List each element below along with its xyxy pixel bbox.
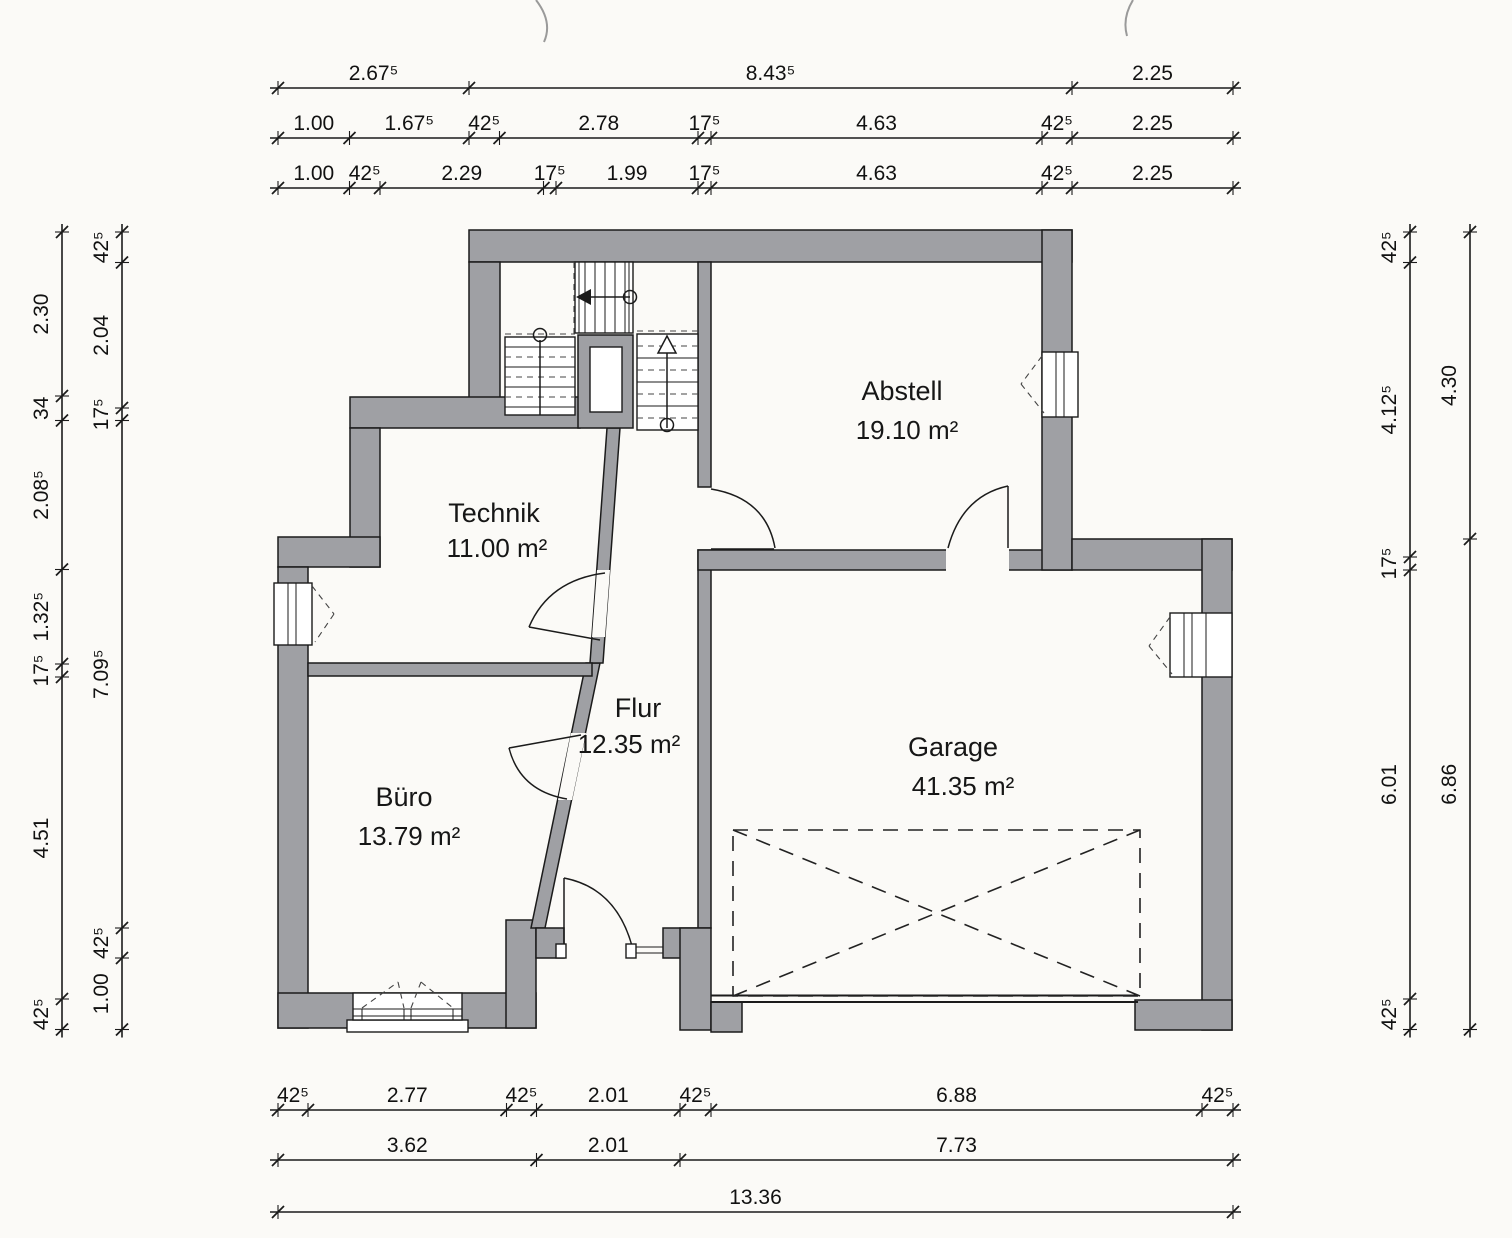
wall-top	[469, 230, 1072, 262]
dim-label: 42⁵	[505, 1084, 538, 1107]
window-garage-east	[1149, 613, 1232, 677]
wall-porch-garage	[680, 928, 711, 1030]
dim-label: 2.29	[441, 162, 483, 185]
dim-label: 4.30	[1438, 365, 1461, 406]
door-garage-opening	[946, 548, 1009, 572]
dim-label: 42⁵	[1378, 231, 1401, 264]
dim-label: 3.62	[386, 1134, 428, 1157]
dim-label: 2.25	[1132, 112, 1173, 135]
room-flur-name: Flur	[614, 693, 662, 723]
dim-label: 17⁵	[30, 654, 53, 687]
dim-label: 17⁵	[688, 112, 721, 135]
dim-label: 42⁵	[1201, 1084, 1234, 1107]
room-flur-area: 12.35 m²	[577, 729, 681, 759]
stair-core-void	[590, 347, 622, 412]
dim-label: 42⁵	[276, 1084, 310, 1107]
staircase	[505, 262, 698, 432]
room-buero-area: 13.79 m²	[357, 821, 461, 851]
dim-label: 2.77	[386, 1084, 428, 1107]
dim-label: 7.09⁵	[90, 649, 113, 700]
dim-label: 17⁵	[90, 398, 113, 431]
room-abstell-name: Abstell	[861, 376, 943, 406]
door-entrance-jamb-left	[556, 944, 566, 958]
dim-label: 2.67⁵	[348, 62, 399, 85]
dim-chain-bottom-row-3	[270, 1186, 1241, 1219]
dim-label: 1.67⁵	[384, 112, 435, 135]
dim-label: 4.12⁵	[1378, 384, 1401, 435]
dim-label: 1.99	[606, 162, 648, 185]
dim-label: 42⁵	[679, 1084, 712, 1107]
dim-chain-top-row-3	[270, 162, 1241, 195]
dim-chain-top-row-2	[270, 112, 1241, 145]
dim-chain-left-inner	[90, 224, 129, 1038]
window-technik-west	[274, 583, 334, 645]
wall-step	[278, 537, 380, 567]
walls-layer	[278, 230, 1232, 1032]
dim-label: 4.63	[856, 162, 897, 185]
wall-buero-east	[506, 920, 536, 1028]
room-technik-area: 11.00 m²	[446, 533, 548, 563]
dim-chain-top-row-1	[270, 62, 1241, 95]
dim-label: 42⁵	[348, 162, 381, 185]
dim-label: 2.08⁵	[30, 470, 53, 520]
room-technik-name: Technik	[448, 498, 540, 528]
parking-space-marking	[733, 830, 1140, 996]
window-buero-south	[347, 982, 468, 1032]
scan-artifacts	[536, 0, 1133, 42]
dim-chain-bottom-row-2	[270, 1134, 1241, 1167]
dim-label: 8.43⁵	[745, 62, 796, 85]
dim-label: 42⁵	[1040, 162, 1074, 185]
dim-label: 4.63	[856, 112, 897, 135]
dim-label: 2.78	[578, 112, 620, 135]
wall-flur-garage-divider	[698, 550, 711, 928]
door-entrance-jamb-right	[626, 944, 636, 958]
windows-layer	[274, 352, 1232, 1032]
wall-gate-pier-left	[711, 1002, 742, 1032]
door-abstell-swing	[711, 489, 775, 548]
room-labels	[358, 376, 1015, 851]
door-technik-leaf	[529, 627, 600, 640]
dim-label: 17⁵	[688, 162, 721, 185]
dim-label: 2.04	[90, 314, 113, 356]
dim-label: 42⁵	[468, 112, 501, 135]
dim-label: 2.25	[1132, 62, 1173, 85]
dim-label: 34	[30, 396, 53, 420]
door-garage-swing	[948, 486, 1008, 548]
dim-label: 42⁵	[90, 926, 113, 960]
dim-chain-right-inner	[1378, 224, 1417, 1038]
dim-label: 17⁵	[1378, 547, 1401, 580]
dim-label: 42⁵	[1378, 998, 1401, 1031]
room-garage-area: 41.35 m²	[911, 771, 1015, 801]
dim-label: 42⁵	[90, 231, 113, 264]
window-abstell-east	[1021, 352, 1078, 417]
dim-label: 2.25	[1132, 162, 1173, 185]
door-entrance-swing	[564, 878, 632, 946]
room-abstell-area: 19.10 m²	[855, 415, 959, 445]
room-garage-name: Garage	[907, 732, 999, 762]
dim-label: 1.00	[293, 112, 335, 135]
door-technik-opening	[592, 570, 610, 637]
room-buero-name: Büro	[375, 782, 433, 812]
wall-technik-south	[308, 663, 592, 676]
dim-label: 13.36	[729, 1186, 782, 1209]
door-buero-swing	[509, 748, 567, 799]
dim-label: 6.88	[936, 1084, 977, 1107]
dim-chain-bottom-row-1	[270, 1084, 1241, 1117]
wall-flur-abstell-divider	[698, 262, 711, 487]
dim-chain-left-outer	[30, 224, 69, 1038]
dim-label: 2.01	[587, 1134, 629, 1157]
wall-abstell-south	[698, 550, 1072, 570]
wall-gate-pier-right	[1135, 1000, 1232, 1030]
dim-label: 42⁵	[30, 998, 53, 1031]
dim-label: 42⁵	[1040, 112, 1074, 135]
dim-label: 6.86	[1438, 763, 1461, 805]
dim-label: 1.32⁵	[30, 591, 53, 642]
dim-label: 17⁵	[533, 162, 566, 185]
dim-label: 1.00	[293, 162, 335, 185]
dim-label: 2.01	[587, 1084, 629, 1107]
dim-label: 1.00	[90, 973, 113, 1015]
dim-label: 7.73	[936, 1134, 977, 1157]
dim-label: 4.51	[30, 817, 53, 859]
dim-label: 6.01	[1378, 764, 1401, 805]
dim-chain-right-outer	[1438, 224, 1477, 1038]
dim-label: 2.30	[30, 293, 53, 335]
wall-stair-west	[469, 262, 500, 400]
